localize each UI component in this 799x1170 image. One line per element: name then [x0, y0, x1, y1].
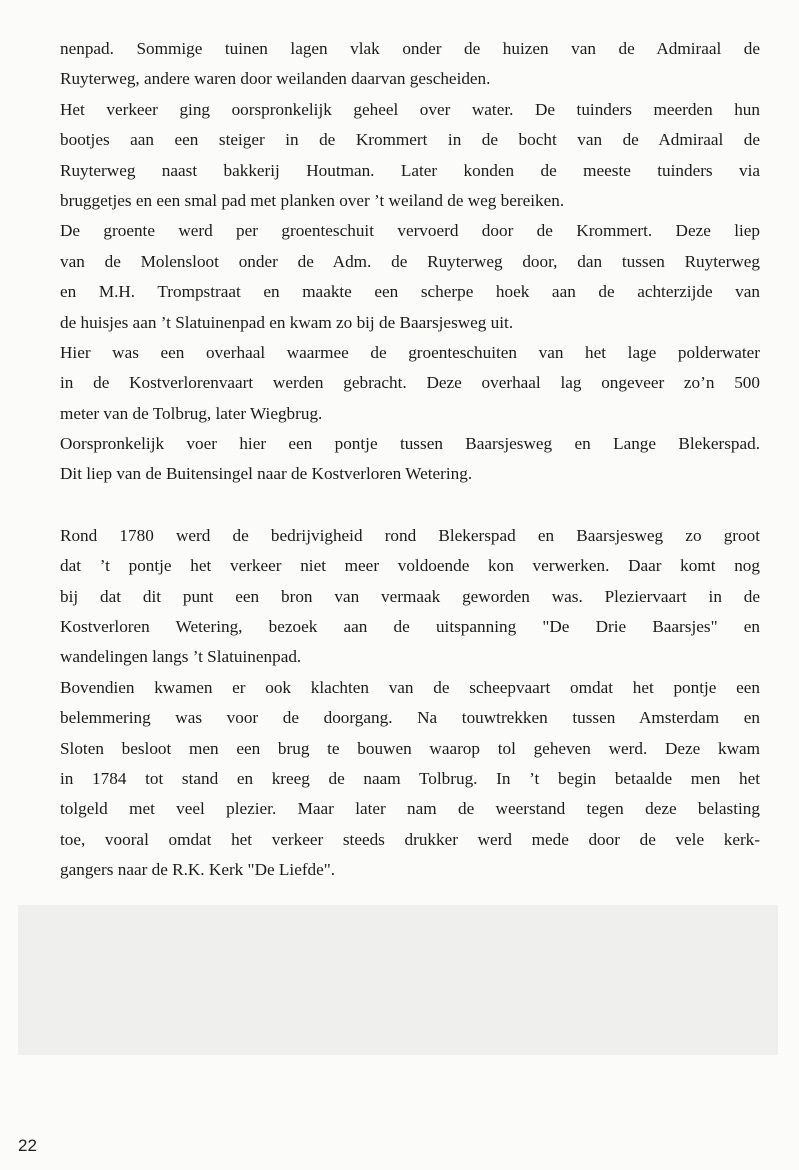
- paragraph: [60, 429, 760, 490]
- paragraph: [60, 216, 760, 338]
- text-line: bij dat dit punt een bron van vermaak geworden was. Pleziervaart in de: [60, 586, 760, 606]
- text-line: bootjes aan een steiger in de Krommert in de bocht van de Admiraal de: [60, 130, 760, 150]
- paragraph: [60, 95, 760, 217]
- text-line: Sloten besloot men een brug te bouwen waarop tol geheven werd. Deze kwam: [60, 738, 760, 758]
- text-line: Het verkeer ging oorspronkelijk geheel over water. De tuinders meerden hun: [60, 99, 760, 119]
- text-line: tolgeld met veel plezier. Maar later nam de weerstand tegen deze belasting: [60, 799, 760, 819]
- text-line: Oorspronkelijk voer hier een pontje tussen Baarsjesweg en Lange Blekerspad.: [60, 434, 760, 454]
- paragraph: [60, 521, 760, 673]
- text-line: Dit liep van de Buitensingel naar de Kostverloren Wetering.: [60, 464, 473, 484]
- text-line: Hier was een overhaal waarmee de groenteschuiten van het lage polderwater: [60, 342, 760, 362]
- text-line: bruggetjes en een smal pad met planken over ’t weiland de weg bereiken.: [60, 190, 565, 210]
- paragraph: [60, 673, 760, 886]
- paragraph: [60, 338, 760, 429]
- text-line: in de Kostverlorenvaart werden gebracht. Deze overhaal lag ongeveer zo’n 500: [60, 373, 760, 393]
- text-line: de huisjes aan ’t Slatuinenpad en kwam zo bij de Baarsjesweg uit.: [60, 312, 514, 332]
- page-number: 22: [18, 1136, 37, 1155]
- text-line: en M.H. Trompstraat en maakte een scherpe hoek aan de achterzijde van: [60, 282, 760, 302]
- text-line: belemmering was voor de doorgang. Na touwtrekken tussen Amsterdam en: [60, 708, 760, 728]
- text-line: van de Molensloot onder de Adm. de Ruyterweg door, dan tussen Ruyterweg: [60, 251, 760, 271]
- text-line: Rond 1780 werd de bedrijvigheid rond Blekerspad en Baarsjesweg zo groot: [60, 525, 760, 545]
- text-line: nenpad. Sommige tuinen lagen vlak onder de huizen van de Admiraal de: [60, 39, 760, 58]
- text-line: wandelingen langs ’t Slatuinenpad.: [60, 647, 302, 667]
- text-line: dat ’t pontje het verkeer niet meer voldoende kon verwerken. Daar komt nog: [60, 556, 760, 576]
- bleed-through-image: [18, 905, 778, 1055]
- paragraph: [60, 34, 760, 95]
- text-line: toe, vooral omdat het verkeer steeds drukker werd mede door de vele kerk-: [60, 829, 760, 849]
- text-line: Ruyterweg, andere waren door weilanden daarvan gescheiden.: [60, 69, 491, 89]
- text-line: meter van de Tolbrug, later Wiegbrug.: [60, 403, 323, 423]
- text-line: gangers naar de R.K. Kerk "De Liefde".: [60, 860, 336, 880]
- text-line: Bovendien kwamen er ook klachten van de scheepvaart omdat het pontje een: [60, 677, 760, 697]
- body-text: [60, 34, 760, 886]
- paragraph-gap: [60, 490, 760, 521]
- text-line: in 1784 tot stand en kreeg de naam Tolbrug. In ’t begin betaalde men het: [60, 768, 760, 788]
- text-line: Kostverloren Wetering, bezoek aan de uitspanning "De Drie Baarsjes" en: [60, 617, 760, 637]
- text-line: De groente werd per groenteschuit vervoerd door de Krommert. Deze liep: [60, 221, 760, 241]
- text-line: Ruyterweg naast bakkerij Houtman. Later konden de meeste tuinders via: [60, 160, 760, 180]
